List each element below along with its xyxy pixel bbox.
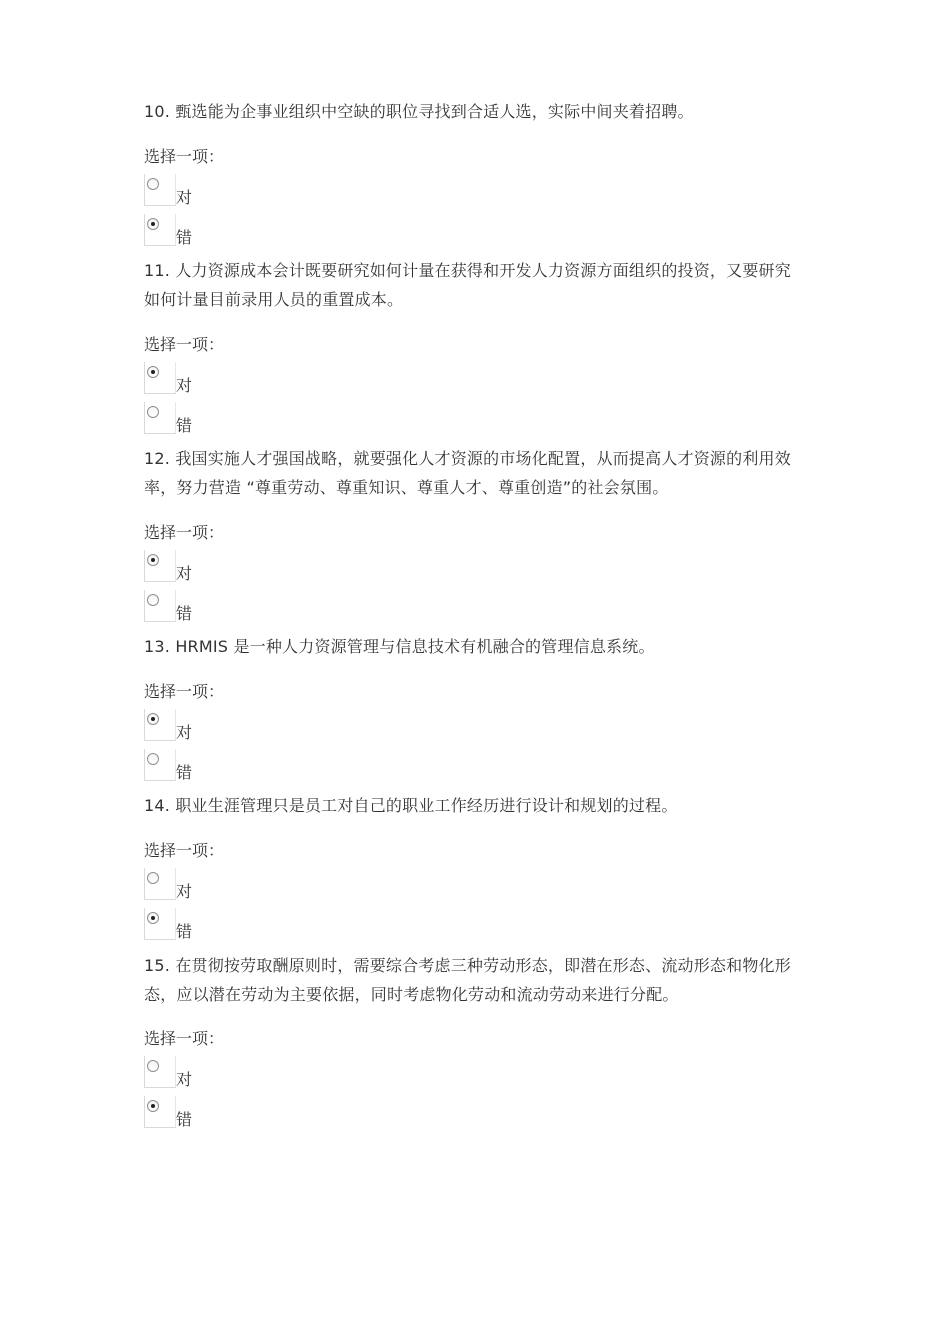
radio-frame xyxy=(144,362,176,394)
question-prompt: 选择一项： xyxy=(144,335,225,354)
radio-frame xyxy=(144,174,176,206)
option-true[interactable] xyxy=(144,709,224,743)
question-text: 10. 甄选能为企事业组织中空缺的职位寻找到合适人选，实际中间夹着招聘。 xyxy=(144,102,694,121)
radio-frame xyxy=(144,868,176,900)
question-prompt: 选择一项： xyxy=(144,147,225,166)
option-true[interactable] xyxy=(144,868,224,902)
option-false[interactable] xyxy=(144,590,224,624)
option-label: 对 xyxy=(176,723,193,742)
option-false[interactable] xyxy=(144,908,224,942)
question-prompt: 选择一项： xyxy=(144,1029,225,1048)
option-false[interactable] xyxy=(144,214,224,248)
option-false[interactable] xyxy=(144,749,224,783)
option-label: 对 xyxy=(176,376,193,395)
radio-button[interactable] xyxy=(147,912,159,924)
radio-button[interactable] xyxy=(147,713,159,725)
option-label: 错 xyxy=(176,228,193,247)
radio-frame xyxy=(144,590,176,622)
question-11 xyxy=(144,256,804,435)
question-text: 13. HRMIS 是一种人力资源管理与信息技术有机融合的管理信息系统。 xyxy=(144,637,655,656)
option-true[interactable] xyxy=(144,362,224,396)
radio-frame xyxy=(144,709,176,741)
radio-button[interactable] xyxy=(147,1100,159,1112)
radio-frame xyxy=(144,1096,176,1128)
radio-button[interactable] xyxy=(147,1060,159,1072)
question-text: 14. 职业生涯管理只是员工对自己的职业工作经历进行设计和规划的过程。 xyxy=(144,796,678,815)
radio-button[interactable] xyxy=(147,406,159,418)
radio-frame xyxy=(144,402,176,434)
option-false[interactable] xyxy=(144,1096,224,1130)
question-text: 11. 人力资源成本会计既要研究如何计量在获得和开发人力资源方面组织的投资，又要研究如何计量目前录用人员的重置成本。 xyxy=(144,261,791,309)
option-label: 对 xyxy=(176,188,193,207)
radio-frame xyxy=(144,214,176,246)
option-label: 对 xyxy=(176,564,193,583)
question-text: 12. 我国实施人才强国战略，就要强化人才资源的市场化配置，从而提高人才资源的利用效率，努力营造 “尊重劳动、尊重知识、尊重人才、尊重创造”的社会氛围。 xyxy=(144,449,791,497)
radio-frame xyxy=(144,908,176,940)
question-text: 15. 在贯彻按劳取酬原则时，需要综合考虑三种劳动形态，即潜在形态、流动形态和物化形态，应以潜在劳动为主要依据，同时考虑物化劳动和流动劳动来进行分配。 xyxy=(144,956,791,1004)
option-label: 对 xyxy=(176,1070,193,1089)
question-13 xyxy=(144,632,804,782)
question-prompt: 选择一项： xyxy=(144,841,225,860)
option-label: 错 xyxy=(176,922,193,941)
option-label: 错 xyxy=(176,604,193,623)
radio-frame xyxy=(144,1056,176,1088)
radio-button[interactable] xyxy=(147,554,159,566)
radio-frame xyxy=(144,749,176,781)
radio-button[interactable] xyxy=(147,594,159,606)
radio-frame xyxy=(144,550,176,582)
radio-button[interactable] xyxy=(147,218,159,230)
option-true[interactable] xyxy=(144,174,224,208)
question-prompt: 选择一项： xyxy=(144,682,225,701)
question-10 xyxy=(144,97,804,247)
radio-button[interactable] xyxy=(147,753,159,765)
option-label: 错 xyxy=(176,416,193,435)
option-label: 错 xyxy=(176,1110,193,1129)
option-false[interactable] xyxy=(144,402,224,436)
option-label: 对 xyxy=(176,882,193,901)
option-label: 错 xyxy=(176,763,193,782)
radio-button[interactable] xyxy=(147,366,159,378)
question-14 xyxy=(144,791,804,941)
radio-button[interactable] xyxy=(147,872,159,884)
option-true[interactable] xyxy=(144,1056,224,1090)
question-12 xyxy=(144,444,804,623)
option-true[interactable] xyxy=(144,550,224,584)
question-prompt: 选择一项： xyxy=(144,523,225,542)
question-15 xyxy=(144,951,804,1129)
radio-button[interactable] xyxy=(147,178,159,190)
